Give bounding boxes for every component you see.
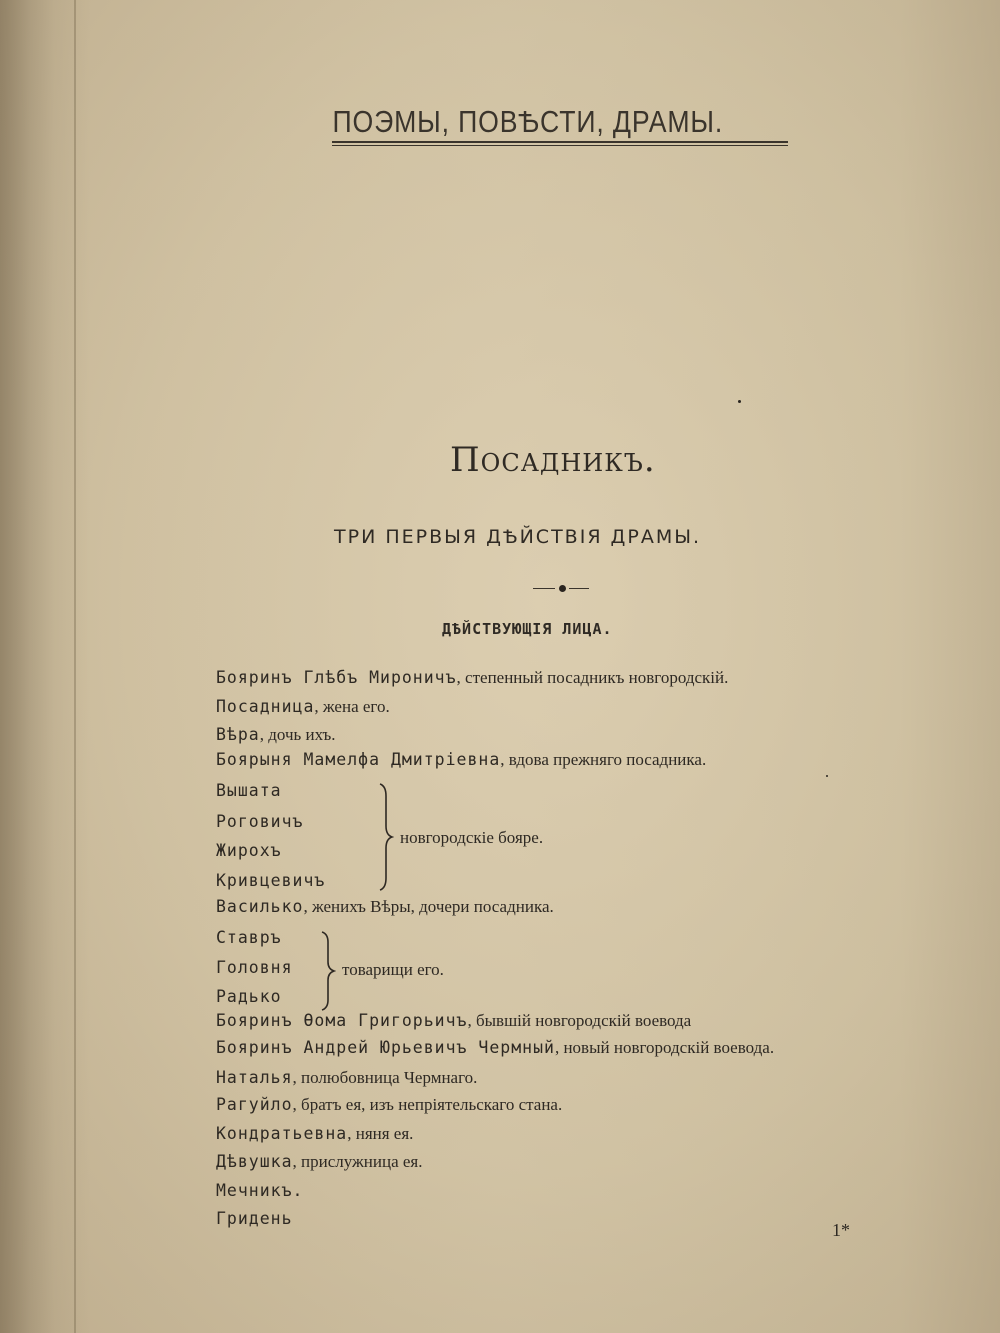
cast-name: Кондратьевна [216,1124,348,1143]
cast-name: Бояринъ Глѣбъ Мироничъ [216,668,457,687]
paper-speck [738,400,741,403]
running-header: ПОЭМЫ, ПОВѢСТИ, ДРАМЫ. [332,104,724,139]
ornament-dot [559,585,566,592]
cast-name: Боярыня Мамелфа Дмитріевна [216,750,501,769]
drama-title: Посадникъ. [450,440,656,480]
group2-member [216,928,282,948]
cast-entry [216,1011,691,1031]
cast-entry [216,697,390,717]
cast-desc: , бывшій новгородскій воевода [467,1011,692,1030]
group1-member [216,841,282,861]
ornament-line-right [569,588,589,589]
cast-name: Ставръ [216,928,282,947]
group2-member [216,958,293,978]
cast-entry [216,725,336,745]
cast-entry [216,1068,477,1088]
cast-desc: , дочь ихъ. [259,725,336,744]
group1-member [216,812,303,832]
cast-name: Рагуйло [216,1095,293,1114]
cast-name: Мечникъ. [216,1181,304,1200]
cast-name: Дѣвушка [216,1152,293,1171]
drama-subtitle: ТРИ ПЕРВЫЯ ДѢЙСТВІЯ ДРАМЫ. [334,526,702,548]
cast-desc: , няня ея. [347,1124,414,1143]
cast-heading: ДѢЙСТВУЮЩІЯ ЛИЦА. [442,620,613,638]
cast-name: Бояринъ Андрей Юрьевичъ Чермный [216,1038,555,1057]
cast-desc: , степенный посадникъ новгородскій. [456,668,729,687]
group2-brace [318,930,336,1012]
page-gutter [0,0,90,1333]
group1-member [216,781,282,801]
cast-desc: , вдова прежняго посадника. [500,750,707,769]
cast-entry [216,1124,413,1144]
cast-desc: , полюбовница Чермнаго. [292,1068,478,1087]
cast-entry [216,1181,303,1201]
group1-brace [376,782,394,892]
cast-desc: , женихъ Вѣры, дочери посадника. [303,897,554,916]
cast-desc: , прислужница ея. [292,1152,423,1171]
ornament-line-left [533,588,555,589]
signature-mark: 1* [832,1220,850,1240]
cast-name: Радько [216,987,282,1006]
cast-entry [216,1209,293,1229]
cast-name: Наталья [216,1068,293,1087]
cast-desc: , братъ ея, изъ непріятельскаго стана. [292,1095,563,1114]
cast-name: Василько [216,897,304,916]
gutter-fold-line [74,0,76,1333]
cast-desc: , жена его. [314,697,390,716]
cast-name: Гридень [216,1209,293,1228]
cast-name: Головня [216,958,293,977]
cast-entry [216,1038,774,1058]
group1-desc: новгородскіе бояре. [400,828,544,847]
cast-entry [216,897,554,917]
group2-desc: товарищи его. [342,960,444,979]
cast-entry [216,1152,423,1172]
cast-entry [216,1095,562,1115]
cast-name: Жирохъ [216,841,282,860]
cast-name: Роговичъ [216,812,304,831]
header-double-rule [332,141,788,146]
cast-name: Посадница [216,697,315,716]
cast-desc: , новый новгородскій воевода. [554,1038,775,1057]
cast-name: Вышата [216,781,282,800]
cast-name: Бояринъ Ѳома Григорьичъ [216,1011,468,1030]
group1-member [216,871,325,891]
cast-entry [216,668,728,688]
group2-member [216,987,282,1007]
cast-name: Вѣра [216,725,260,744]
paper-speck [826,775,828,777]
cast-name: Кривцевичъ [216,871,326,890]
ornament-divider [533,585,589,593]
cast-entry [216,750,706,770]
